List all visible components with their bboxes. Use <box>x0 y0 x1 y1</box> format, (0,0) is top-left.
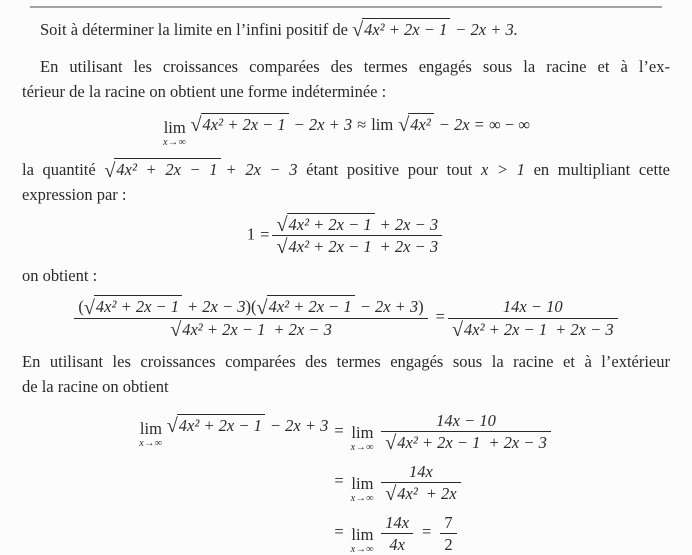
fraction-numerator: 14x − 10 <box>436 410 496 430</box>
lim-subscript: x→∞ <box>350 442 375 454</box>
formula-conjugate-product <box>22 296 670 340</box>
left-paren: ( <box>251 297 257 317</box>
math-tail: − 2x + 3. <box>455 20 518 39</box>
fraction <box>381 410 551 454</box>
formula-final-derivation <box>138 410 554 555</box>
left-paren: ( <box>78 297 84 317</box>
radicand: 4x² + 2x − 1 <box>395 431 483 452</box>
equals-sign: = <box>334 471 344 491</box>
fraction-numerator: 7 <box>444 512 453 532</box>
sqrt-expression <box>352 19 450 42</box>
equals-sign: = <box>474 115 484 135</box>
inequality: x > 1 <box>480 160 525 180</box>
math-term: + 2x − 3 <box>488 433 547 453</box>
sqrt-expression <box>104 159 220 182</box>
infinity-minus-infinity: ∞ − ∞ <box>488 115 531 135</box>
derivation-row1-left <box>138 414 328 449</box>
math-term: + 2x − 3 <box>379 237 439 257</box>
math-term: − 2x <box>438 115 470 135</box>
math-term: + 2x − 3 <box>187 297 246 317</box>
radical-sign-icon: √ <box>398 114 410 137</box>
sqrt-expression <box>385 483 421 506</box>
radicand: 4x² + 2x − 1 <box>94 295 182 316</box>
derivation-row2-right <box>328 461 554 505</box>
radicand: 4x² + 2x − 1 <box>267 295 355 316</box>
fraction-denominator: 4x <box>381 533 413 555</box>
math-term: + 2x − 3 <box>225 160 298 180</box>
sqrt-expression <box>170 319 268 342</box>
paragraph-line: En utilisant les croissances comparées des termes engagés sous la racine et à l’ex- <box>40 56 670 76</box>
equals-sign: = <box>422 522 432 542</box>
limit-operator <box>350 422 375 454</box>
number-one: 1 <box>246 224 256 244</box>
paragraph-indeterminate-form <box>22 55 670 105</box>
radical-sign-icon: √ <box>83 296 95 319</box>
radical-sign-icon: √ <box>190 114 202 137</box>
lim-word: lim <box>139 418 162 438</box>
radicand: 4x² + 2x − 1 <box>180 318 268 339</box>
math-term: + 2x − 3 <box>379 214 439 234</box>
radicand: 4x² + 2x − 1 <box>462 318 550 339</box>
radicand: 4x² <box>408 113 434 134</box>
text-run: étant positive pour tout <box>297 160 481 180</box>
paragraph-line: de la racine on obtient <box>22 377 169 397</box>
math-term: + 2x <box>425 484 457 504</box>
fraction <box>448 296 618 340</box>
equals-sign: = <box>260 224 270 244</box>
paragraph-line: En utilisant les croissances comparées des termes engagés sous la racine et à l’extérieur <box>22 352 670 372</box>
formula-indeterminate-limit <box>22 113 670 148</box>
lim-word: lim <box>351 473 374 493</box>
math-term: − 2x + 3 <box>359 297 419 317</box>
math-term: + 2x − 3 <box>273 319 332 339</box>
equals-sign: = <box>334 522 344 542</box>
sqrt-expression <box>190 114 289 137</box>
fraction-numerator <box>74 296 427 317</box>
math-term: + 2x − 3 <box>555 319 614 339</box>
paragraph-line: expression par : <box>22 185 127 205</box>
fraction-denominator <box>74 318 427 340</box>
fraction-denominator <box>381 482 460 504</box>
document-page <box>0 6 692 555</box>
inline-math-expression <box>352 19 518 42</box>
lim-subscript: x→∞ <box>350 544 375 555</box>
radicand: 4x² + 2x − 1 <box>287 235 375 256</box>
problem-text: Soit à déterminer la limite en l’infini positif de <box>40 20 353 39</box>
lim-subscript: x→∞ <box>139 438 163 450</box>
lim-word: lim <box>351 524 374 544</box>
math-term: − 2x + 3 <box>269 416 329 436</box>
fraction-numerator: 14x <box>385 512 410 532</box>
radical-sign-icon: √ <box>451 319 464 342</box>
limit-operator <box>350 473 375 505</box>
radical-sign-icon: √ <box>385 432 397 455</box>
radicand: 4x² <box>395 482 421 503</box>
sqrt-expression <box>83 296 182 319</box>
equals-sign: = <box>334 420 344 440</box>
lim-subscript: x→∞ <box>162 137 187 149</box>
paragraph-conclusion-intro <box>22 350 670 400</box>
fraction-numerator: 14x <box>409 461 433 481</box>
radical-sign-icon: √ <box>166 415 178 438</box>
approx-sign: ≈ <box>357 115 367 135</box>
radicand: 4x² + 2x − 1 <box>287 213 375 234</box>
radicand: 4x² + 2x − 1 <box>201 113 289 134</box>
paragraph-positive-quantity <box>22 158 670 208</box>
radical-sign-icon: √ <box>256 296 268 319</box>
derivation-row1-right <box>328 410 554 454</box>
fraction-denominator <box>272 235 442 257</box>
right-paren: ) <box>245 297 252 317</box>
sqrt-expression <box>398 114 434 137</box>
paragraph-line <box>22 158 670 183</box>
radical-sign-icon: √ <box>276 214 288 237</box>
fraction-numerator: 14x − 10 <box>502 297 563 317</box>
math-term: − 2x + 3 <box>293 115 353 135</box>
limit-operator <box>350 524 375 555</box>
formula-multiply-by-one <box>22 214 670 258</box>
sqrt-expression <box>276 236 374 259</box>
fraction-denominator <box>381 431 551 453</box>
lim-word: lim <box>371 115 394 135</box>
fraction <box>272 214 442 258</box>
fraction <box>381 461 460 505</box>
text-run: en multipliant cette <box>524 160 670 180</box>
paragraph-on-obtient: on obtient : <box>22 265 98 285</box>
top-rule <box>30 6 662 8</box>
radical-sign-icon: √ <box>352 19 364 42</box>
fraction-denominator: 2 <box>440 533 456 555</box>
radical-sign-icon: √ <box>276 236 288 259</box>
limit-operator <box>139 418 163 450</box>
radical-sign-icon: √ <box>385 483 397 506</box>
fraction <box>381 512 413 555</box>
lim-word: lim <box>351 422 374 442</box>
radicand: 4x² + 2x − 1 <box>362 18 450 39</box>
paragraph-line: térieur de la racine on obtient une forme indéterminée : <box>22 81 387 101</box>
fraction-denominator <box>448 318 618 340</box>
fraction-numerator <box>272 214 442 235</box>
lim-word: lim <box>163 117 186 137</box>
lim-subscript: x→∞ <box>350 493 375 505</box>
text-run: la quantité <box>22 160 105 180</box>
radical-sign-icon: √ <box>104 159 116 182</box>
fraction-result <box>440 512 456 555</box>
sqrt-expression <box>166 415 265 438</box>
limit-operator <box>162 117 187 149</box>
right-paren: ) <box>418 297 424 317</box>
sqrt-expression <box>256 296 355 319</box>
sqrt-expression <box>451 319 550 342</box>
paragraph-problem-statement <box>22 18 670 43</box>
derivation-row3-right <box>328 512 554 555</box>
sqrt-expression <box>385 432 483 455</box>
sqrt-expression <box>276 214 374 237</box>
equals-sign: = <box>435 307 445 327</box>
fraction <box>74 296 427 340</box>
radical-sign-icon: √ <box>170 319 182 342</box>
radicand: 4x² + 2x − 1 <box>114 158 220 179</box>
radicand: 4x² + 2x − 1 <box>177 414 265 435</box>
